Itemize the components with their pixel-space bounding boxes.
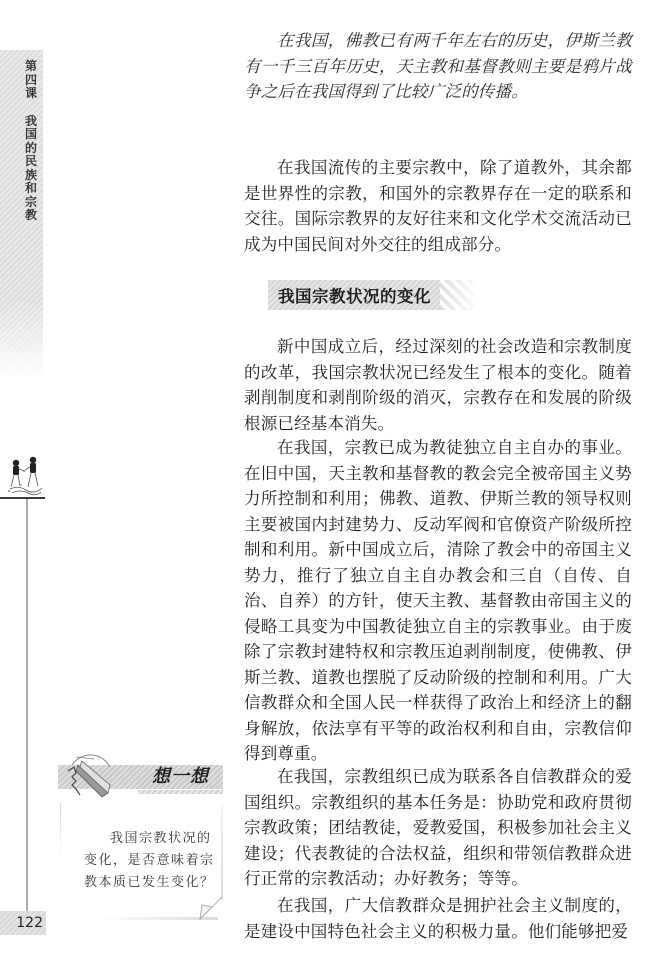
paragraph: 在我国，广大信教群众是拥护社会主义制度的，是建设中国特色社会主义的积极力量。他们能够把爱 xyxy=(244,896,632,941)
sidebar-char: 课 xyxy=(24,86,37,100)
margin-divider-horizontal xyxy=(0,497,45,499)
sidebar-gap xyxy=(23,101,39,115)
paragraph: 新中国成立后，经过深刻的社会改造和宗教制度的改革，我国宗教状况已经发生了根本的变化。随着剥削制度和剥削阶级的消灭，宗教存在和发展的阶级根源已经基本消失。 xyxy=(244,337,632,433)
page-number: 122 xyxy=(0,911,46,935)
margin-divider-vertical xyxy=(26,499,28,911)
sidebar-char: 四 xyxy=(24,72,37,87)
section-title: 我国宗教状况的变化 xyxy=(278,287,431,306)
think-box-title: 想一想 xyxy=(152,766,209,787)
paragraph: 在我国，宗教已成为教徒独立自主自办的事业。在旧中国，天主教和基督教的教会完全被帝国主义势力所控制和利用；佛教、道教、伊斯兰教的领导权则主要被国内封建势力、反动军阀和官僚资产阶级所控制和利用。新中国成立后，清除了教会中的帝国主义势力，推行了独立自主自办教会和三自（自传、自治、自养）的方针，使天主教、基督教由帝国主义的侵略工具变为中国教徒独立自主的宗教事业。由于废除了宗教封建特权和宗教压迫剥削制度，使佛教、伊斯兰教、道教也摆脱了反动阶级的控制和利用。广大信教群众和全国人民一样获得了政治上和经济上的翻身解放，依法享有平等的政治权利和自由，宗教信仰得到尊重。 xyxy=(244,438,632,763)
sidebar-char: 我 xyxy=(24,113,37,128)
sidebar-char: 国 xyxy=(24,127,37,141)
think-box-header-underline xyxy=(138,790,223,794)
sidebar-char: 宗 xyxy=(24,194,37,209)
sidebar-lesson-title xyxy=(23,60,39,223)
think-box-question: 我国宗教状况的变化，是否意味着宗教本质已发生变化？ xyxy=(84,831,215,890)
section-header-decoration xyxy=(440,280,480,310)
sidebar-char: 族 xyxy=(24,167,37,182)
sidebar-strip-fade xyxy=(0,300,43,380)
page-curl-icon xyxy=(198,895,224,921)
sidebar-char: 和 xyxy=(24,181,37,195)
paragraph: 在我国，宗教组织已成为联系各自信教群众的爱国组织。宗教组织的基本任务是：协助党和政府贯彻宗教政策；团结教徒，爱教爱国，积极参加社会主义建设；代表教徒的合法权益，组织和带领信教群众进行正常的宗教活动；办好教务；等等。 xyxy=(244,767,632,888)
sidebar-char: 的 xyxy=(24,140,37,155)
think-box-frame xyxy=(221,805,223,900)
think-box xyxy=(58,745,223,920)
paragraph: 在我国，佛教已有两千年左右的历史，伊斯兰教有一千三百年历史，天主教和基督教则主要是鸦片战争之后在我国得到了比较广泛的传播。 xyxy=(244,31,632,101)
sidebar-char: 第 xyxy=(24,59,37,73)
sidebar-char: 教 xyxy=(24,208,37,222)
paragraph: 在我国流传的主要宗教中，除了道教外，其余都是世界性的宗教，和国外的宗教界存在一定的联系和交往。国际宗教界的友好往来和文化学术交流活动已成为中国民间对外交往的组成部分。 xyxy=(244,158,632,254)
children-illustration-icon xyxy=(6,455,46,497)
sidebar-char: 民 xyxy=(24,154,37,168)
think-box-frame xyxy=(60,803,61,863)
thinking-head-icon xyxy=(58,745,118,805)
